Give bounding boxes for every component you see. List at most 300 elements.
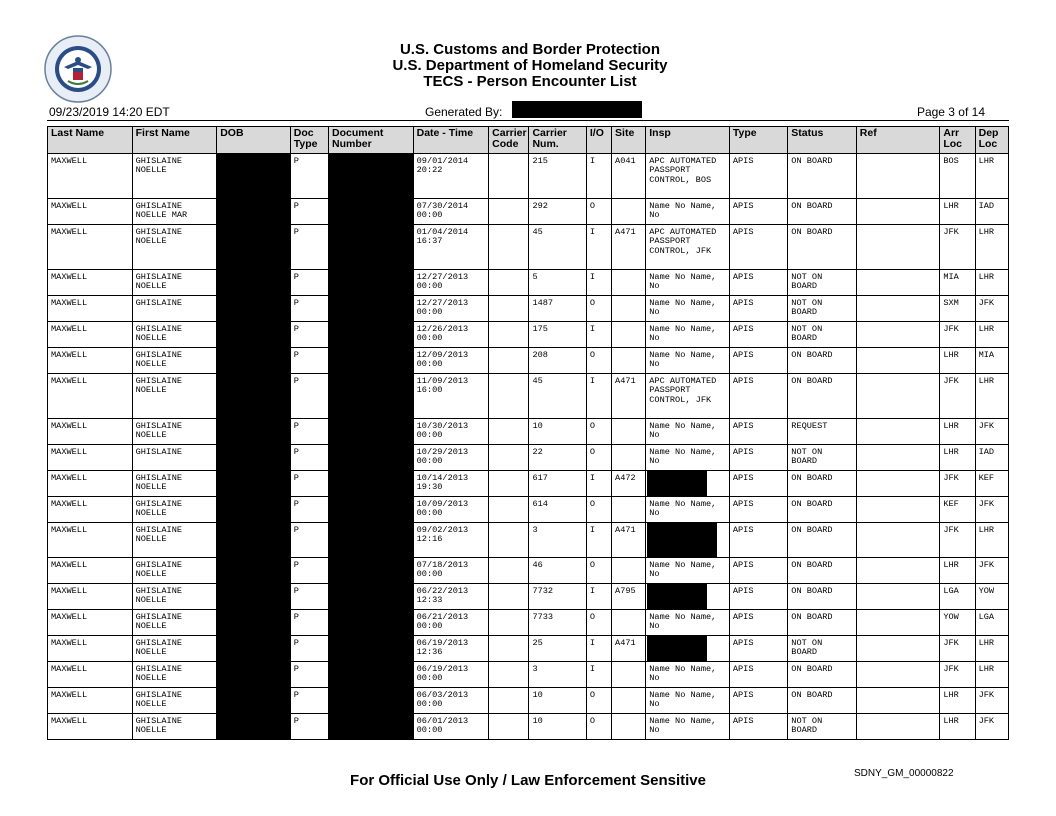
cell-dt: 07/18/2013 00:00	[413, 558, 489, 584]
cell-site	[612, 558, 646, 584]
cell-insp: Name No Name, No	[646, 348, 730, 374]
document-number-redaction	[329, 445, 414, 471]
agency-title: U.S. Customs and Border Protection	[399, 41, 661, 58]
cell-dep: IAD	[975, 445, 1008, 471]
cell-arr: KEF	[940, 497, 975, 523]
cell-dt: 12/27/2013 00:00	[413, 270, 489, 296]
cell-site: A795	[612, 584, 646, 610]
carrier-code-cell	[489, 523, 529, 558]
cell-arr: BOS	[940, 154, 975, 199]
cell-type: APIS	[729, 471, 787, 497]
cell-cnum: 46	[529, 558, 586, 584]
cell-last: MAXWELL	[48, 610, 133, 636]
cell-io: I	[586, 662, 611, 688]
cell-last: MAXWELL	[48, 199, 133, 225]
cell-io: O	[586, 445, 611, 471]
cell-insp: Name No Name, No	[646, 714, 730, 740]
cell-dt: 09/01/2014 20:22	[413, 154, 489, 199]
cell-dep: JFK	[975, 419, 1008, 445]
cell-cnum: 175	[529, 322, 586, 348]
cell-type: APIS	[729, 610, 787, 636]
cell-type: APIS	[729, 523, 787, 558]
cell-status: ON BOARD	[788, 225, 856, 270]
cell-io: O	[586, 419, 611, 445]
ref-cell	[856, 348, 940, 374]
table-row	[48, 523, 1009, 558]
cell-dep: JFK	[975, 714, 1008, 740]
cell-status: ON BOARD	[788, 523, 856, 558]
cell-io: I	[586, 471, 611, 497]
cell-first: GHISLAINE NOELLE	[132, 636, 217, 662]
table-row	[48, 348, 1009, 374]
carrier-code-cell	[489, 714, 529, 740]
cell-status: ON BOARD	[788, 662, 856, 688]
table-row	[48, 374, 1009, 419]
generated-by-label: Generated By:	[425, 105, 503, 119]
column-header: I/O	[586, 127, 611, 154]
cell-site: A471	[612, 225, 646, 270]
ref-cell	[856, 199, 940, 225]
cell-dt: 06/03/2013 00:00	[413, 688, 489, 714]
cell-doc: P	[290, 348, 328, 374]
cell-first: GHISLAINE	[132, 296, 217, 322]
carrier-code-cell	[489, 636, 529, 662]
dob-redaction	[217, 636, 291, 662]
cell-first: GHISLAINE NOELLE	[132, 662, 217, 688]
document-number-redaction	[329, 225, 414, 270]
cell-doc: P	[290, 225, 328, 270]
column-header: Status	[788, 127, 856, 154]
cell-cnum: 3	[529, 662, 586, 688]
dob-redaction	[217, 374, 291, 419]
cell-dep: LHR	[975, 225, 1008, 270]
column-header: Last Name	[48, 127, 133, 154]
table-row	[48, 662, 1009, 688]
table-row	[48, 296, 1009, 322]
cell-last: MAXWELL	[48, 714, 133, 740]
table-row	[48, 322, 1009, 348]
carrier-code-cell	[489, 296, 529, 322]
cell-cnum: 215	[529, 154, 586, 199]
cell-insp: Name No Name, No	[646, 296, 730, 322]
cell-dt: 12/27/2013 00:00	[413, 296, 489, 322]
ref-cell	[856, 154, 940, 199]
cell-last: MAXWELL	[48, 296, 133, 322]
cell-first: GHISLAINE NOELLE MAR	[132, 199, 217, 225]
cell-type: APIS	[729, 445, 787, 471]
ref-cell	[856, 558, 940, 584]
cell-arr: LHR	[940, 419, 975, 445]
document-number-redaction	[329, 199, 414, 225]
cell-doc: P	[290, 445, 328, 471]
ref-cell	[856, 523, 940, 558]
cell-type: APIS	[729, 636, 787, 662]
document-number-redaction	[329, 636, 414, 662]
column-header: Ref	[856, 127, 940, 154]
cell-status: ON BOARD	[788, 558, 856, 584]
ref-cell	[856, 688, 940, 714]
dob-redaction	[217, 322, 291, 348]
cell-first: GHISLAINE NOELLE	[132, 610, 217, 636]
cell-cnum: 3	[529, 523, 586, 558]
carrier-code-cell	[489, 584, 529, 610]
cell-arr: LHR	[940, 199, 975, 225]
table-row	[48, 419, 1009, 445]
cell-first: GHISLAINE NOELLE	[132, 374, 217, 419]
cell-status: NOT ON BOARD	[788, 296, 856, 322]
cell-insp: APC AUTOMATED PASSPORT CONTROL, BOS	[646, 154, 730, 199]
cell-dep: LHR	[975, 636, 1008, 662]
document-number-redaction	[329, 374, 414, 419]
cell-dep: LHR	[975, 662, 1008, 688]
carrier-code-cell	[489, 199, 529, 225]
table-header-row	[48, 127, 1009, 154]
cell-insp: Name No Name, No	[646, 322, 730, 348]
cell-first: GHISLAINE NOELLE	[132, 419, 217, 445]
cell-dep: LGA	[975, 610, 1008, 636]
cell-site: A041	[612, 154, 646, 199]
cell-type: APIS	[729, 154, 787, 199]
cell-dt: 10/09/2013 00:00	[413, 497, 489, 523]
cell-last: MAXWELL	[48, 419, 133, 445]
cell-first: GHISLAINE NOELLE	[132, 714, 217, 740]
cell-type: APIS	[729, 662, 787, 688]
ref-cell	[856, 225, 940, 270]
document-number-redaction	[329, 558, 414, 584]
cell-site	[612, 688, 646, 714]
cell-site	[612, 419, 646, 445]
cell-io: I	[586, 636, 611, 662]
cell-last: MAXWELL	[48, 445, 133, 471]
cell-io: I	[586, 154, 611, 199]
cell-first: GHISLAINE NOELLE	[132, 584, 217, 610]
cell-site	[612, 348, 646, 374]
cell-last: MAXWELL	[48, 688, 133, 714]
dob-redaction	[217, 199, 291, 225]
ref-cell	[856, 322, 940, 348]
cell-dt: 06/19/2013 00:00	[413, 662, 489, 688]
cell-site: A471	[612, 636, 646, 662]
cell-io: I	[586, 225, 611, 270]
page-indicator: Page 3 of 14	[916, 105, 985, 119]
cell-doc: P	[290, 714, 328, 740]
cell-doc: P	[290, 296, 328, 322]
cell-site	[612, 199, 646, 225]
dob-redaction	[217, 419, 291, 445]
cell-last: MAXWELL	[48, 270, 133, 296]
table-row	[48, 610, 1009, 636]
cell-first: GHISLAINE NOELLE	[132, 523, 217, 558]
carrier-code-cell	[489, 322, 529, 348]
insp-redaction	[646, 523, 730, 558]
cell-dt: 10/14/2013 19:30	[413, 471, 489, 497]
cell-dt: 06/22/2013 12:33	[413, 584, 489, 610]
cell-doc: P	[290, 270, 328, 296]
cell-insp: Name No Name, No	[646, 610, 730, 636]
cell-dep: JFK	[975, 558, 1008, 584]
table-row	[48, 225, 1009, 270]
table-row	[48, 688, 1009, 714]
cell-last: MAXWELL	[48, 584, 133, 610]
column-header: Dep Loc	[975, 127, 1008, 154]
cell-status: ON BOARD	[788, 348, 856, 374]
dob-redaction	[217, 348, 291, 374]
cell-io: O	[586, 199, 611, 225]
table-row	[48, 558, 1009, 584]
cell-doc: P	[290, 610, 328, 636]
ref-cell	[856, 270, 940, 296]
ref-cell	[856, 662, 940, 688]
cell-cnum: 10	[529, 688, 586, 714]
cell-cnum: 7733	[529, 610, 586, 636]
cell-io: O	[586, 714, 611, 740]
ref-cell	[856, 419, 940, 445]
carrier-code-cell	[489, 225, 529, 270]
cell-site	[612, 270, 646, 296]
cell-last: MAXWELL	[48, 154, 133, 199]
dob-redaction	[217, 610, 291, 636]
cell-first: GHISLAINE NOELLE	[132, 348, 217, 374]
cell-arr: JFK	[940, 636, 975, 662]
table-row	[48, 270, 1009, 296]
carrier-code-cell	[489, 445, 529, 471]
ref-cell	[856, 296, 940, 322]
encounter-table	[47, 126, 1009, 740]
document-number-redaction	[329, 322, 414, 348]
cell-last: MAXWELL	[48, 662, 133, 688]
cell-site	[612, 296, 646, 322]
cell-dt: 06/01/2013 00:00	[413, 714, 489, 740]
cell-doc: P	[290, 322, 328, 348]
meta-row	[47, 104, 1009, 121]
carrier-code-cell	[489, 419, 529, 445]
dob-redaction	[217, 296, 291, 322]
cell-type: APIS	[729, 497, 787, 523]
cell-dt: 01/04/2014 16:37	[413, 225, 489, 270]
ref-cell	[856, 445, 940, 471]
cell-arr: JFK	[940, 471, 975, 497]
table-body	[48, 154, 1009, 740]
cell-dt: 09/02/2013 12:16	[413, 523, 489, 558]
cell-type: APIS	[729, 348, 787, 374]
report-title-block	[300, 42, 760, 90]
cell-first: GHISLAINE NOELLE	[132, 322, 217, 348]
cell-first: GHISLAINE NOELLE	[132, 471, 217, 497]
cell-last: MAXWELL	[48, 497, 133, 523]
cell-insp: Name No Name, No	[646, 497, 730, 523]
cell-insp: APC AUTOMATED PASSPORT CONTROL, JFK	[646, 225, 730, 270]
carrier-code-cell	[489, 610, 529, 636]
cell-dep: YOW	[975, 584, 1008, 610]
cell-cnum: 5	[529, 270, 586, 296]
table-row	[48, 154, 1009, 199]
ref-cell	[856, 610, 940, 636]
cell-type: APIS	[729, 225, 787, 270]
document-number-redaction	[329, 348, 414, 374]
generated-by-redaction	[512, 101, 642, 118]
column-header: Carrier Num.	[529, 127, 586, 154]
cell-arr: JFK	[940, 374, 975, 419]
cell-status: NOT ON BOARD	[788, 714, 856, 740]
document-number-redaction	[329, 584, 414, 610]
ref-cell	[856, 714, 940, 740]
cell-first: GHISLAINE	[132, 445, 217, 471]
cell-dt: 10/29/2013 00:00	[413, 445, 489, 471]
dob-redaction	[217, 662, 291, 688]
dob-redaction	[217, 497, 291, 523]
cell-site	[612, 662, 646, 688]
cell-arr: MIA	[940, 270, 975, 296]
table-row	[48, 445, 1009, 471]
cell-status: ON BOARD	[788, 688, 856, 714]
cell-first: GHISLAINE NOELLE	[132, 154, 217, 199]
ref-cell	[856, 497, 940, 523]
cell-io: I	[586, 322, 611, 348]
carrier-code-cell	[489, 558, 529, 584]
cell-status: ON BOARD	[788, 497, 856, 523]
cell-io: O	[586, 348, 611, 374]
cell-arr: LHR	[940, 688, 975, 714]
cell-last: MAXWELL	[48, 225, 133, 270]
cell-status: NOT ON BOARD	[788, 270, 856, 296]
department-title: U.S. Department of Homeland Security	[392, 57, 668, 74]
cell-dep: LHR	[975, 523, 1008, 558]
cell-cnum: 614	[529, 497, 586, 523]
cell-insp: Name No Name, No	[646, 270, 730, 296]
cell-io: I	[586, 270, 611, 296]
cell-insp: Name No Name, No	[646, 558, 730, 584]
document-number-redaction	[329, 270, 414, 296]
cell-last: MAXWELL	[48, 636, 133, 662]
cell-status: ON BOARD	[788, 610, 856, 636]
cell-io: O	[586, 558, 611, 584]
cell-dep: LHR	[975, 322, 1008, 348]
cell-arr: SXM	[940, 296, 975, 322]
cell-last: MAXWELL	[48, 322, 133, 348]
column-header: Type	[729, 127, 787, 154]
column-header: First Name	[132, 127, 217, 154]
document-number-redaction	[329, 714, 414, 740]
document-number-redaction	[329, 662, 414, 688]
cell-cnum: 22	[529, 445, 586, 471]
dob-redaction	[217, 584, 291, 610]
document-number-redaction	[329, 154, 414, 199]
carrier-code-cell	[489, 374, 529, 419]
cell-type: APIS	[729, 270, 787, 296]
cell-dt: 06/21/2013 00:00	[413, 610, 489, 636]
cell-arr: LGA	[940, 584, 975, 610]
column-header: Insp	[646, 127, 730, 154]
cell-dep: JFK	[975, 497, 1008, 523]
cell-cnum: 1487	[529, 296, 586, 322]
cell-status: NOT ON BOARD	[788, 445, 856, 471]
document-number-redaction	[329, 471, 414, 497]
ref-cell	[856, 471, 940, 497]
cell-first: GHISLAINE NOELLE	[132, 225, 217, 270]
cell-site	[612, 610, 646, 636]
cell-dep: LHR	[975, 154, 1008, 199]
cell-io: O	[586, 296, 611, 322]
table-row	[48, 471, 1009, 497]
carrier-code-cell	[489, 154, 529, 199]
document-number-redaction	[329, 610, 414, 636]
cell-insp: Name No Name, No	[646, 419, 730, 445]
carrier-code-cell	[489, 497, 529, 523]
cell-status: REQUEST	[788, 419, 856, 445]
carrier-code-cell	[489, 471, 529, 497]
cell-dep: IAD	[975, 199, 1008, 225]
cell-last: MAXWELL	[48, 348, 133, 374]
document-number-redaction	[329, 296, 414, 322]
dob-redaction	[217, 714, 291, 740]
carrier-code-cell	[489, 348, 529, 374]
cell-cnum: 292	[529, 199, 586, 225]
cell-doc: P	[290, 688, 328, 714]
carrier-code-cell	[489, 688, 529, 714]
cell-dt: 10/30/2013 00:00	[413, 419, 489, 445]
cell-dt: 11/09/2013 16:00	[413, 374, 489, 419]
cell-insp: Name No Name, No	[646, 688, 730, 714]
cell-io: O	[586, 610, 611, 636]
cell-first: GHISLAINE NOELLE	[132, 270, 217, 296]
cell-arr: YOW	[940, 610, 975, 636]
document-number-redaction	[329, 523, 414, 558]
cell-first: GHISLAINE NOELLE	[132, 688, 217, 714]
cell-doc: P	[290, 199, 328, 225]
cell-arr: LHR	[940, 714, 975, 740]
column-header: DOB	[217, 127, 291, 154]
cell-arr: JFK	[940, 662, 975, 688]
cell-io: I	[586, 584, 611, 610]
cell-dep: LHR	[975, 374, 1008, 419]
cell-doc: P	[290, 419, 328, 445]
cell-io: O	[586, 688, 611, 714]
dob-redaction	[217, 523, 291, 558]
dob-redaction	[217, 270, 291, 296]
cell-io: I	[586, 523, 611, 558]
table-row	[48, 199, 1009, 225]
cell-cnum: 10	[529, 419, 586, 445]
cell-cnum: 7732	[529, 584, 586, 610]
carrier-code-cell	[489, 662, 529, 688]
cell-status: ON BOARD	[788, 154, 856, 199]
table-row	[48, 714, 1009, 740]
table-row	[48, 497, 1009, 523]
cell-cnum: 10	[529, 714, 586, 740]
cell-type: APIS	[729, 584, 787, 610]
cell-dep: JFK	[975, 296, 1008, 322]
ref-cell	[856, 636, 940, 662]
dob-redaction	[217, 688, 291, 714]
dob-redaction	[217, 471, 291, 497]
cell-status: ON BOARD	[788, 374, 856, 419]
cell-type: APIS	[729, 296, 787, 322]
cell-dep: KEF	[975, 471, 1008, 497]
cell-type: APIS	[729, 322, 787, 348]
report-timestamp: 09/23/2019 14:20 EDT	[49, 105, 170, 119]
carrier-code-cell	[489, 270, 529, 296]
cell-status: ON BOARD	[788, 471, 856, 497]
cell-type: APIS	[729, 714, 787, 740]
insp-redaction	[646, 636, 730, 662]
column-header: Carrier Code	[489, 127, 529, 154]
cell-dt: 12/26/2013 00:00	[413, 322, 489, 348]
table-row	[48, 584, 1009, 610]
cell-doc: P	[290, 497, 328, 523]
cell-first: GHISLAINE NOELLE	[132, 497, 217, 523]
column-header: Date - Time	[413, 127, 489, 154]
classification-footer: For Official Use Only / Law Enforcement Sensitive	[350, 772, 706, 789]
